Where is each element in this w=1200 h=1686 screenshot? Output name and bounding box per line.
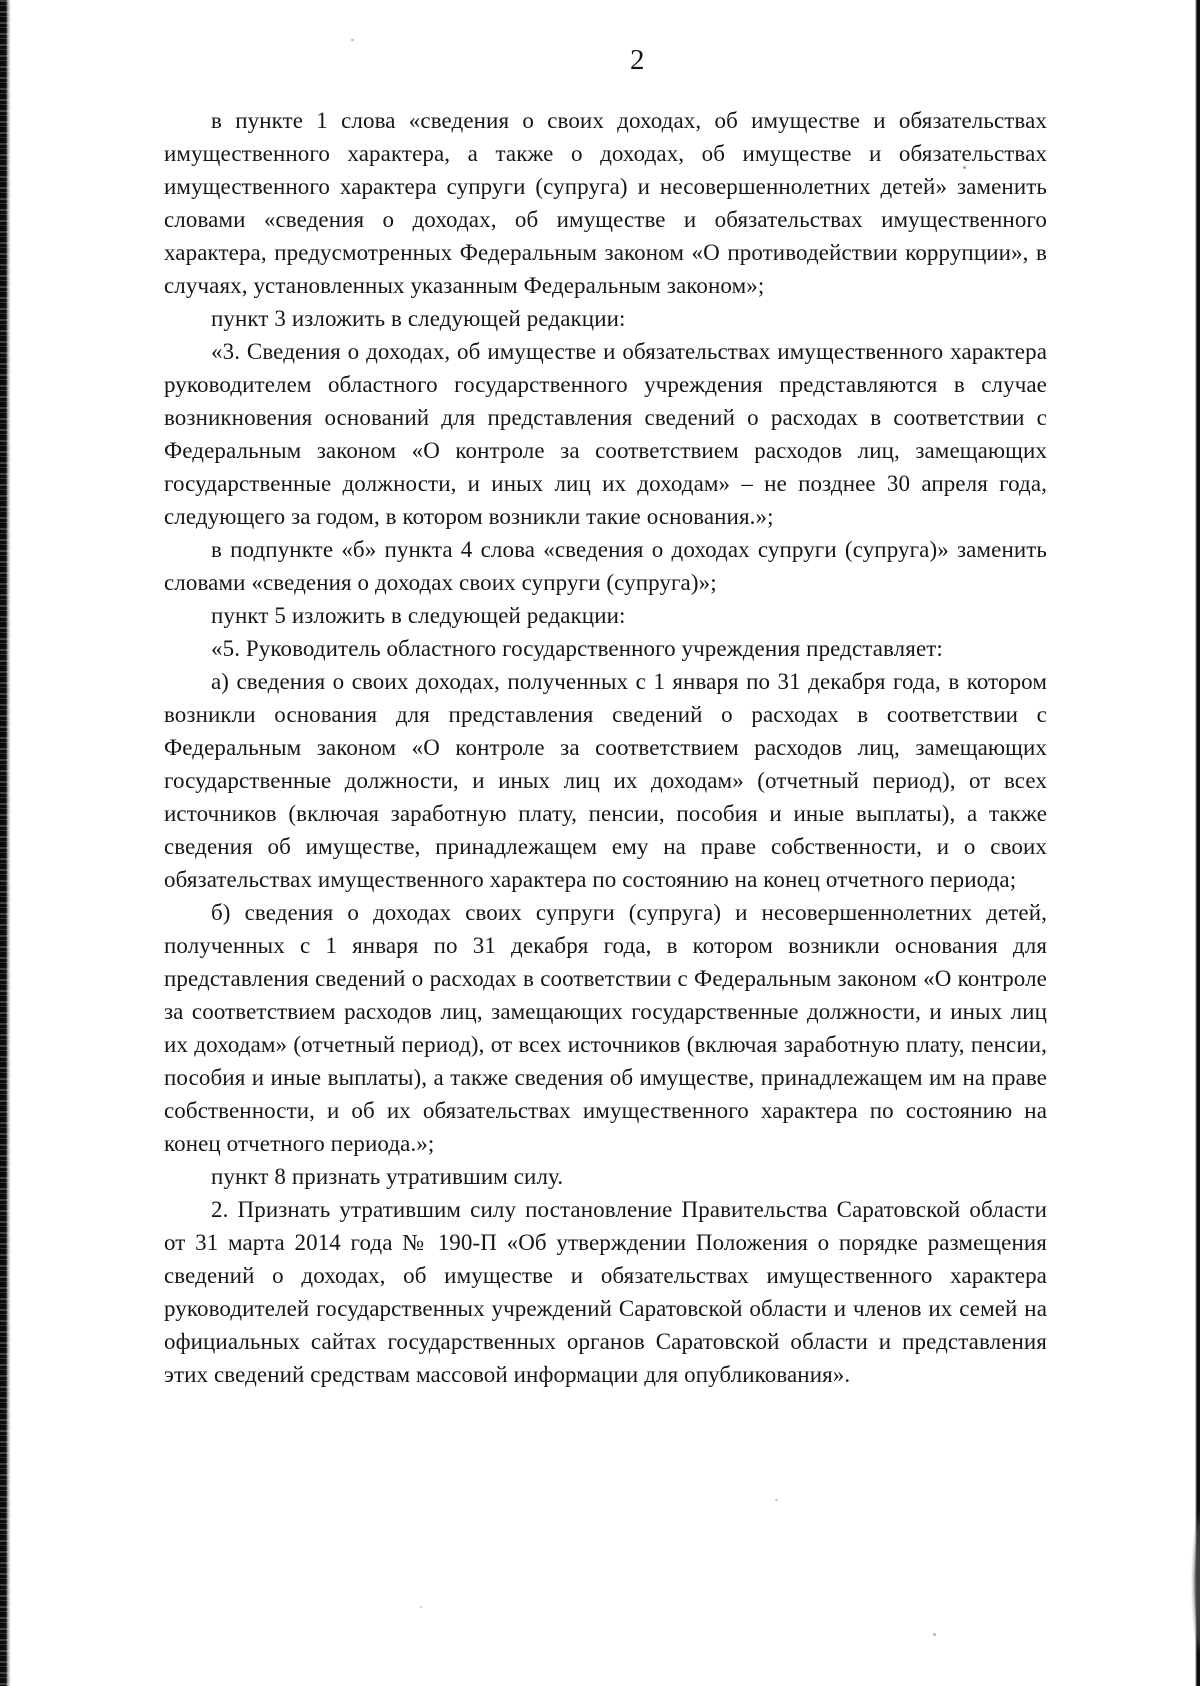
scan-edge-left-artifact bbox=[0, 0, 11, 1686]
paragraph-subpoint-a: а) сведения о своих доходах, полученных с 1 января по 31 декабря года, в котором возникли основания для представления сведений о расходах в соответствии с Федеральным законом «О контроле за соответствием расходов лиц, замещающих государственные должности, и иных лиц их доходам» (отчетный период), от всех источников (включая заработную плату, пенсии, пособия и иные выплаты), а также сведения об имуществе, принадлежащем ему на праве собственности, и о своих обязательствах имущественного характера по состоянию на конец отчетного периода; bbox=[164, 669, 1047, 892]
paragraph-point-3-intro: пункт 3 изложить в следующей редакции: bbox=[211, 306, 626, 331]
paragraph-point-8: пункт 8 признать утратившим силу. bbox=[211, 1164, 564, 1189]
page-number: 2 bbox=[630, 44, 645, 76]
paragraph-point-5-intro: пункт 5 изложить в следующей редакции: bbox=[211, 603, 626, 628]
scan-speck bbox=[933, 1633, 936, 1636]
paragraph-point-5-text: «5. Руководитель областного государственного учреждения представляет: bbox=[211, 636, 943, 661]
scan-speck bbox=[420, 1606, 422, 1608]
scan-edge-right-artifact bbox=[1195, 0, 1200, 1686]
paragraph-subpoint-b: б) сведения о доходах своих супруги (супруга) и несовершеннолетних детей, полученных с 1 января по 31 декабря года, в котором возникли основания для представления сведений о расходах в соответствии с Федеральным законом «О контроле за соответствием расходов лиц, замещающих государственные должности, и иных лиц их доходам» (отчетный период), от всех источников (включая заработную плату, пенсии, пособия и иные выплаты), а также сведения об имуществе, принадлежащем им на праве собственности, и об их обязательствах имущественного характера по состоянию на конец отчетного периода.»; bbox=[164, 900, 1047, 1156]
paragraph-amend-point-1: в пункте 1 слова «сведения о своих доходах, об имуществе и обязательствах имущественного характера, а также о доходах, об имуществе и обязательствах имущественного характера супруги (супруга) и несовершеннолетних детей» заменить словами «сведения о доходах, об имуществе и обязательствах имущественного характера, предусмотренных Федеральным законом «О противодействии коррупции», в случаях, установленных указанным Федеральным законом»; bbox=[164, 108, 1047, 298]
paragraph-item-2: 2. Признать утратившим силу постановление Правительства Саратовской области от 31 марта 2014 года № 190-П «Об утверждении Положения о порядке размещения сведений о доходах, об имуществе и обязательствах имущественного характера руководителей государственных учреждений Саратовской области и членов их семей на официальных сайтах государственных органов Саратовской области и представления этих сведений средствам массовой информации для опубликования». bbox=[164, 1197, 1047, 1387]
paragraph-point-3-text: «3. Сведения о доходах, об имуществе и обязательствах имущественного характера руководителем областного государственного учреждения представляются в случае возникновения оснований для представления сведений о расходах в соответствии с Федеральным законом «О контроле за соответствием расходов лиц, замещающих государственные должности, и иных лиц их доходам» – не позднее 30 апреля года, следующего за годом, в котором возникли такие основания.»; bbox=[164, 339, 1047, 529]
document-text-block bbox=[164, 104, 1047, 1391]
paragraph-subpoint-b-point-4: в подпункте «б» пункта 4 слова «сведения о доходах супруги (супруга)» заменить словами «сведения о доходах своих супруги (супруга)»; bbox=[164, 537, 1047, 595]
scan-speck bbox=[351, 39, 354, 41]
scan-speck bbox=[775, 1499, 778, 1501]
scan-smudge-artifact bbox=[1187, 1490, 1200, 1675]
scan-speck bbox=[963, 166, 966, 169]
